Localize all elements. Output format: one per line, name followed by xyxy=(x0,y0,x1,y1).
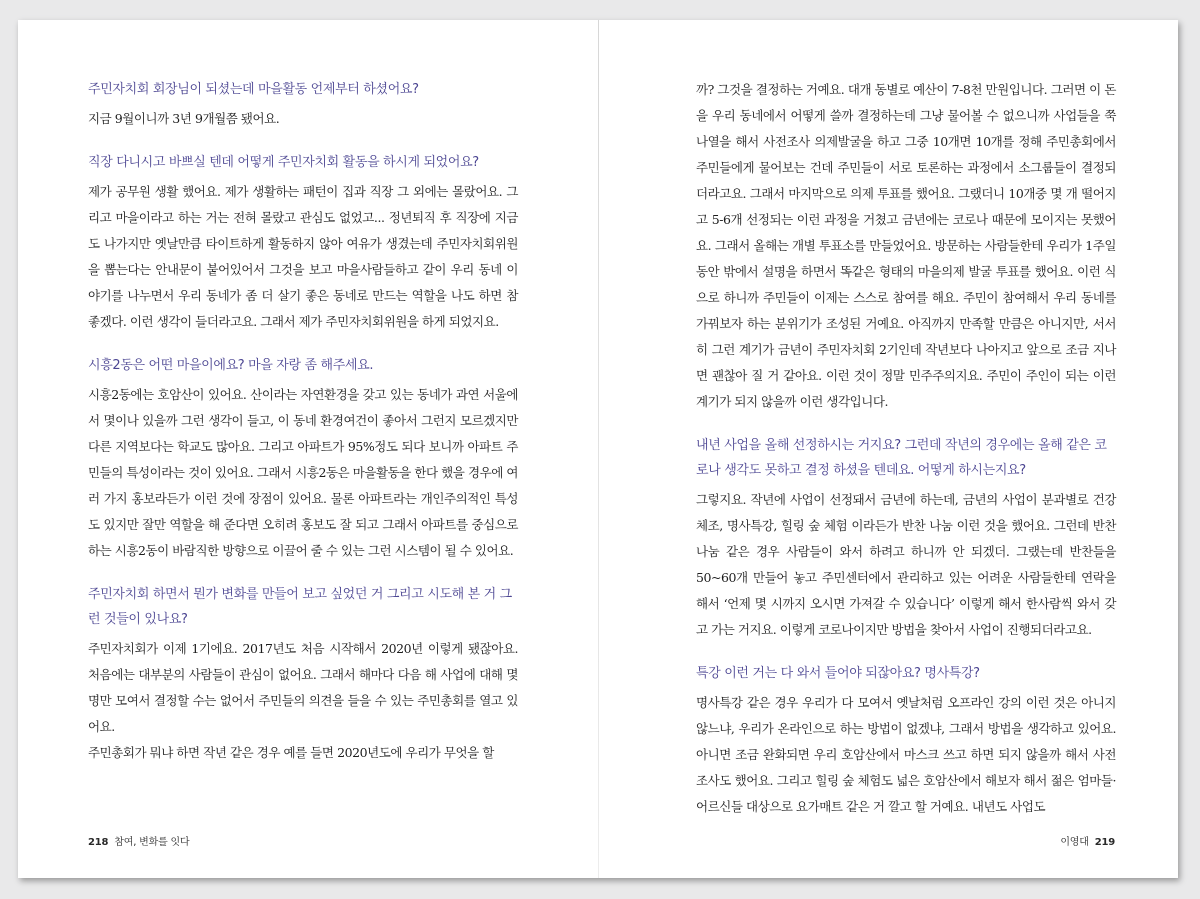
interview-answer: 명사특강 같은 경우 우리가 다 모여서 옛날처럼 오프라인 강의 이런 것은 아니지 않느냐, 우리가 온라인으로 하는 방법이 없겠냐, 그래서 방법을 생각하고 있어요. 아니면 조금 완화되면 우리 호암산에서 마스크 쓰고 하면 되지 않을까 해서 사전조사도 했어요. 그리고 힐링 숲 체험도 넓은 호암산에서 해보자 해서 젊은 엄마들·어르신들 대상으로 요가매트 같은 거 깔고 할 거예요. 내년도 사업도 xyxy=(696,695,1116,814)
right-page-column xyxy=(696,77,1116,820)
interview-answer: 제가 공무원 생활 했어요. 제가 생활하는 패턴이 집과 직장 그 외에는 몰랐어요. 그리고 마을이라고 하는 거는 전혀 몰랐고 관심도 없었고... 정년퇴직 후 직장에 지금도 나가지만 옛날만큼 타이트하게 활동하지 않아 여유가 생겼는데 주민자치회위원을 뽑는다는 안내문이 붙어있어서 그것을 보고 마을사람들하고 같이 우리 동네 이야기를 나누면서 우리 동네가 좀 더 살기 좋은 동네로 만드는 역할을 나도 하면 참 좋겠다. 이런 생각이 들더라고요. 그래서 제가 주민자치회위원을 하게 되었지요. xyxy=(88,184,518,329)
interview-answer: 까? 그것을 결정하는 거예요. 대개 동별로 예산이 7-8천 만원입니다. 그러면 이 돈을 우리 동네에서 어떻게 쓸까 결정하는데 그냥 물어볼 수 없으니까 사업들을 쭉 나열을 해서 사전조사 의제발굴을 하고 그중 10개면 10개를 정해 주민총회에서 주민들에게 물어보는 건데 주민들이 서로 토론하는 과정에서 소그룹들이 결정되더라고요. 그래서 마지막으로 의제 투표를 했어요. 그랬더니 10개중 몇 개 떨어지고 5-6개 선정되는 이런 과정을 거쳤고 금년에는 코로나 때문에 모이지는 못했어요. 그래서 올해는 개별 투표소를 만들었어요. 방문하는 사람들한테 우리가 1주일 동안 밖에서 설명을 하면서 똑같은 형태의 마을의제 발굴 투표를 했어요. 이런 식으로 하니까 주민들이 이제는 스스로 참여를 해요. 주민이 참여해서 우리 동네를 가꿔보자 하는 분위기가 조성된 거예요. 아직까지 만족할 만큼은 아니지만, 서서히 그런 계기가 금년이 주민자치회 2기인데 작년보다 나아지고 앞으로 조금 지나면 괜찮아 질 거 같아요. 이런 것이 정말 민주주의지요. 주민이 주인이 되는 이런 계기가 되지 않을까 이런 생각입니다. xyxy=(696,82,1116,409)
running-title: 이영대 xyxy=(1060,837,1089,848)
interview-question: 주민자치회 하면서 뭔가 변화를 만들어 보고 싶었던 거 그리고 시도해 본 거 그런 것들이 있나요? xyxy=(88,587,512,627)
interview-question: 내년 사업을 올해 선정하시는 거지요? 그런데 작년의 경우에는 올해 같은 코로나 생각도 못하고 결정 하셨을 텐데요. 어떻게 하시는지요? xyxy=(696,438,1107,478)
interview-question: 특강 이런 거는 다 와서 들어야 되잖아요? 명사특강? xyxy=(696,666,980,681)
interview-answer: 주민자치회가 이제 1기에요. 2017년도 처음 시작해서 2020년 이렇게 됐잖아요. 처음에는 대부분의 사람들이 관심이 없어요. 그래서 해마다 다음 해 사업에 대해 몇 명만 모여서 결정할 수는 없어서 주민들의 의견을 들을 수 있는 주민총회를 열고 있어요. xyxy=(88,641,518,734)
interview-answer: 그렇지요. 작년에 사업이 선정돼서 금년에 하는데, 금년의 사업이 분과별로 건강체조, 명사특강, 힐링 숲 체험 이라든가 반찬 나눔 이런 것을 했어요. 그런데 반찬 나눔 같은 경우 사람들이 와서 하려고 하니까 안 되겠더. 그랬는데 반찬들을 50~60개 만들어 놓고 주민센터에서 관리하고 있는 어려운 사람들한테 연락을 해서 ‘언제 몇 시까지 오시면 가져갈 수 있습니다’ 이렇게 해서 한사람씩 와서 갖고 가는 거지요. 이렇게 코로나이지만 방법을 찾아서 사업이 진행되더라고요. xyxy=(696,492,1116,637)
interview-question: 시흥2동은 어떤 마을이에요? 마을 자랑 좀 해주세요. xyxy=(88,358,374,373)
page-number: 219 xyxy=(1094,837,1115,848)
left-page-column xyxy=(88,77,518,766)
page-number: 218 xyxy=(88,837,109,848)
interview-question: 직장 다니시고 바쁘실 텐데 어떻게 주민자치회 활동을 하시게 되었어요? xyxy=(88,155,479,170)
right-page xyxy=(599,20,1178,878)
book-spread xyxy=(18,20,1178,878)
interview-answer: 지금 9월이니까 3년 9개월쯤 됐어요. xyxy=(88,111,280,126)
interview-answer: 시흥2동에는 호암산이 있어요. 산이라는 자연환경을 갖고 있는 동네가 과연 서울에서 몇이나 있을까 그런 생각이 들고, 이 동네 환경여건이 좋아서 그런지 모르겠지만 다른 지역보다는 학교도 많아요. 그리고 아파트가 95%정도 되다 보니까 아파트 주민들의 특성이라는 것이 있어요. 그래서 시흥2동은 마을활동을 한다 했을 경우에 여러 가지 홍보라든가 이런 것에 장점이 있어요. 물론 아파트라는 개인주의적인 특성도 있지만 잘만 역할을 해 준다면 오히려 홍보도 잘 되고 그래서 아파트를 중심으로 하는 시흥2동이 바람직한 방향으로 이끌어 줄 수 있는 그런 시스템이 될 수 있어요. xyxy=(88,387,518,558)
left-folio xyxy=(88,833,189,848)
left-page xyxy=(18,20,598,878)
right-folio xyxy=(1060,833,1115,848)
running-title: 참여, 변화를 잇다 xyxy=(114,837,190,848)
interview-answer: 주민총회가 뭐냐 하면 작년 같은 경우 예를 들면 2020년도에 우리가 무엇을 할 xyxy=(88,745,494,760)
interview-question: 주민자치회 회장님이 되셨는데 마을활동 언제부터 하셨어요? xyxy=(88,82,419,97)
